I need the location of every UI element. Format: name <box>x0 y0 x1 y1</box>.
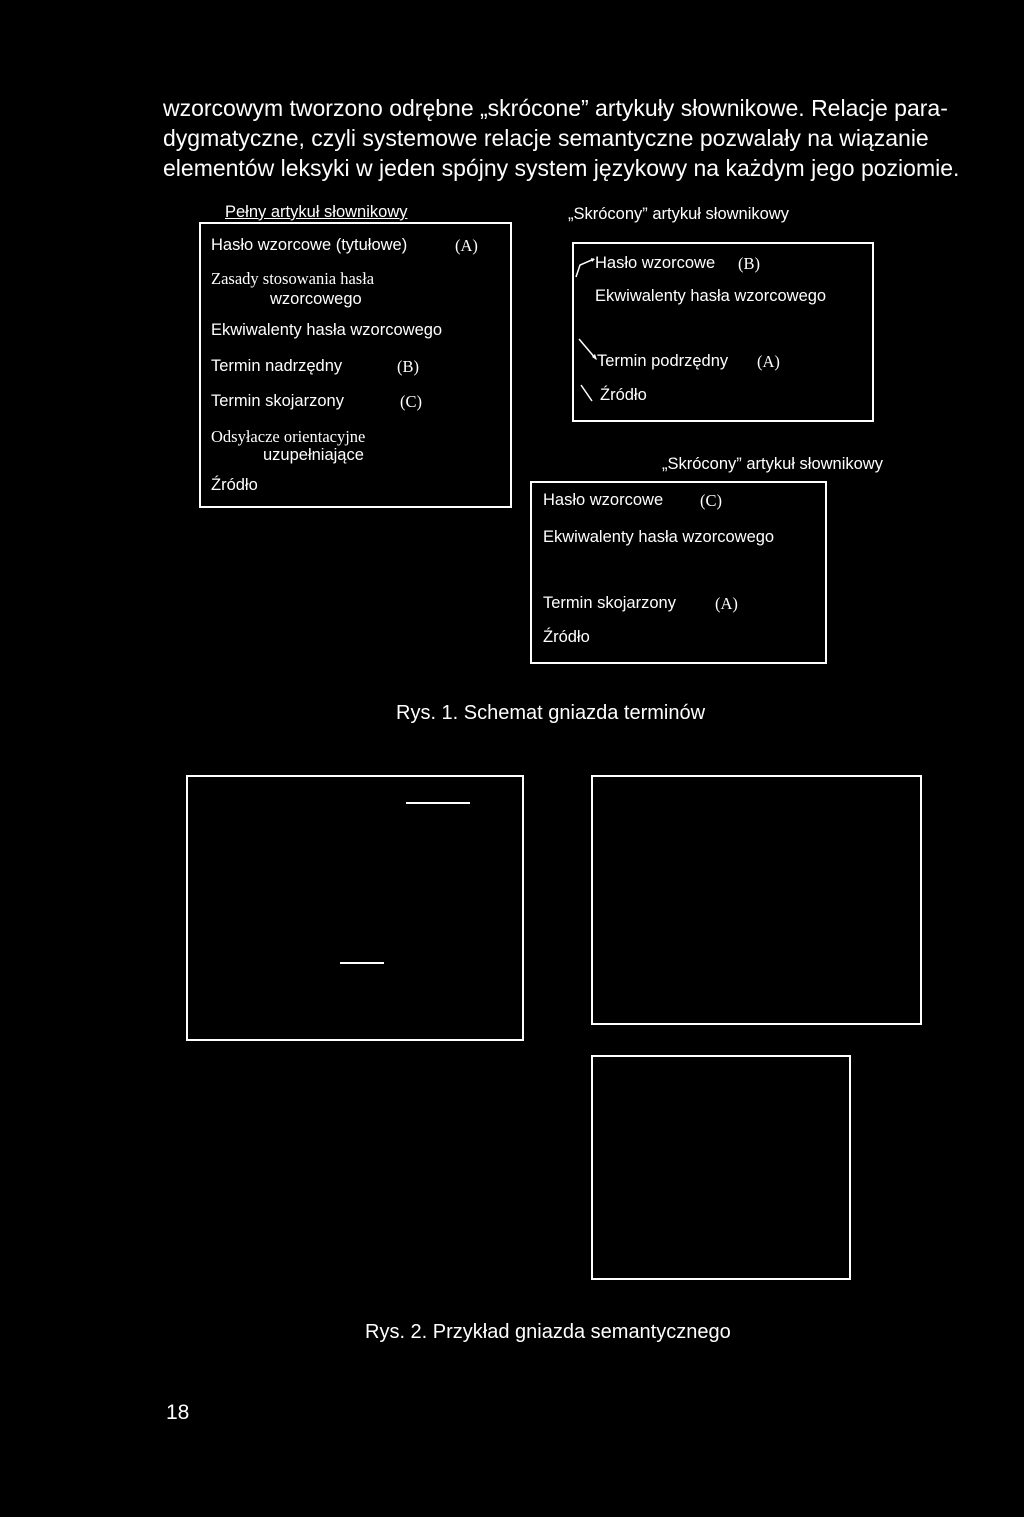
figure-2-left-box <box>186 775 524 1041</box>
figure-2-line-top <box>406 802 470 804</box>
page-number: 18 <box>166 1401 190 1424</box>
paragraph-line-2: dygmatyczne, czyli systemowe relacje semantyczne pozwalały na wiązanie <box>163 125 929 151</box>
figure-2-line-bottom <box>340 962 384 964</box>
full-article-refs-line1: Odsyłacze orientacyjne <box>211 427 366 446</box>
short-article-c-related: Termin skojarzony <box>543 594 676 612</box>
full-article-broader: Termin nadrzędny <box>211 357 343 375</box>
short-article-b-narrower: Termin podrzędny <box>597 352 729 370</box>
arrow-to-headword-b <box>576 259 594 277</box>
arrow-to-source <box>581 385 592 401</box>
full-article-rules-line1: Zasady stosowania hasła <box>211 269 375 288</box>
figure-2-bottom-box <box>591 1055 851 1280</box>
full-article-source: Źródło <box>211 476 258 494</box>
full-article-broader-tag: (B) <box>397 357 419 376</box>
full-article-headword: Hasło wzorcowe (tytułowe) <box>211 236 408 254</box>
short-article-b-title: „Skrócony” artykuł słownikowy <box>568 205 789 223</box>
full-article-title: Pełny artykuł słownikowy <box>225 203 408 221</box>
figure-2-right-box <box>591 775 922 1025</box>
short-article-c-headword: Hasło wzorcowe <box>543 491 664 509</box>
short-article-c-source: Źródło <box>543 628 590 646</box>
full-article-related-tag: (C) <box>400 392 422 411</box>
paragraph-line-3: elementów leksyki w jeden spójny system językowy na każdym jego poziomie. <box>163 155 960 181</box>
short-article-b-headword-tag: (B) <box>738 254 760 273</box>
paragraph-line-1: wzorcowym tworzono odrębne „skrócone” artykuły słownikowe. Relacje para- <box>163 95 948 121</box>
relation-arrows <box>570 255 600 415</box>
figure-2-caption: Rys. 2. Przykład gniazda semantycznego <box>365 1321 731 1343</box>
full-article-refs-line2: uzupełniające <box>263 446 364 464</box>
short-article-c-title: „Skrócony” artykuł słownikowy <box>662 455 883 473</box>
short-article-b-headword: Hasło wzorcowe <box>595 254 716 272</box>
short-article-c-headword-tag: (C) <box>700 491 722 510</box>
short-article-b-narrower-tag: (A) <box>757 352 780 371</box>
short-article-b-equivalents: Ekwiwalenty hasła wzorcowego <box>595 287 827 305</box>
short-article-c-related-tag: (A) <box>715 594 738 613</box>
intro-paragraph <box>163 93 983 183</box>
full-article-equivalents: Ekwiwalenty hasła wzorcowego <box>211 321 443 339</box>
full-article-rules-line2: wzorcowego <box>270 290 362 308</box>
figure-1-caption: Rys. 1. Schemat gniazda terminów <box>396 702 706 724</box>
short-article-b-source: Źródło <box>600 386 647 404</box>
short-article-c-equivalents: Ekwiwalenty hasła wzorcowego <box>543 528 775 546</box>
arrowhead-b <box>591 258 595 262</box>
full-article-headword-tag: (A) <box>455 236 478 255</box>
full-article-related: Termin skojarzony <box>211 392 344 410</box>
